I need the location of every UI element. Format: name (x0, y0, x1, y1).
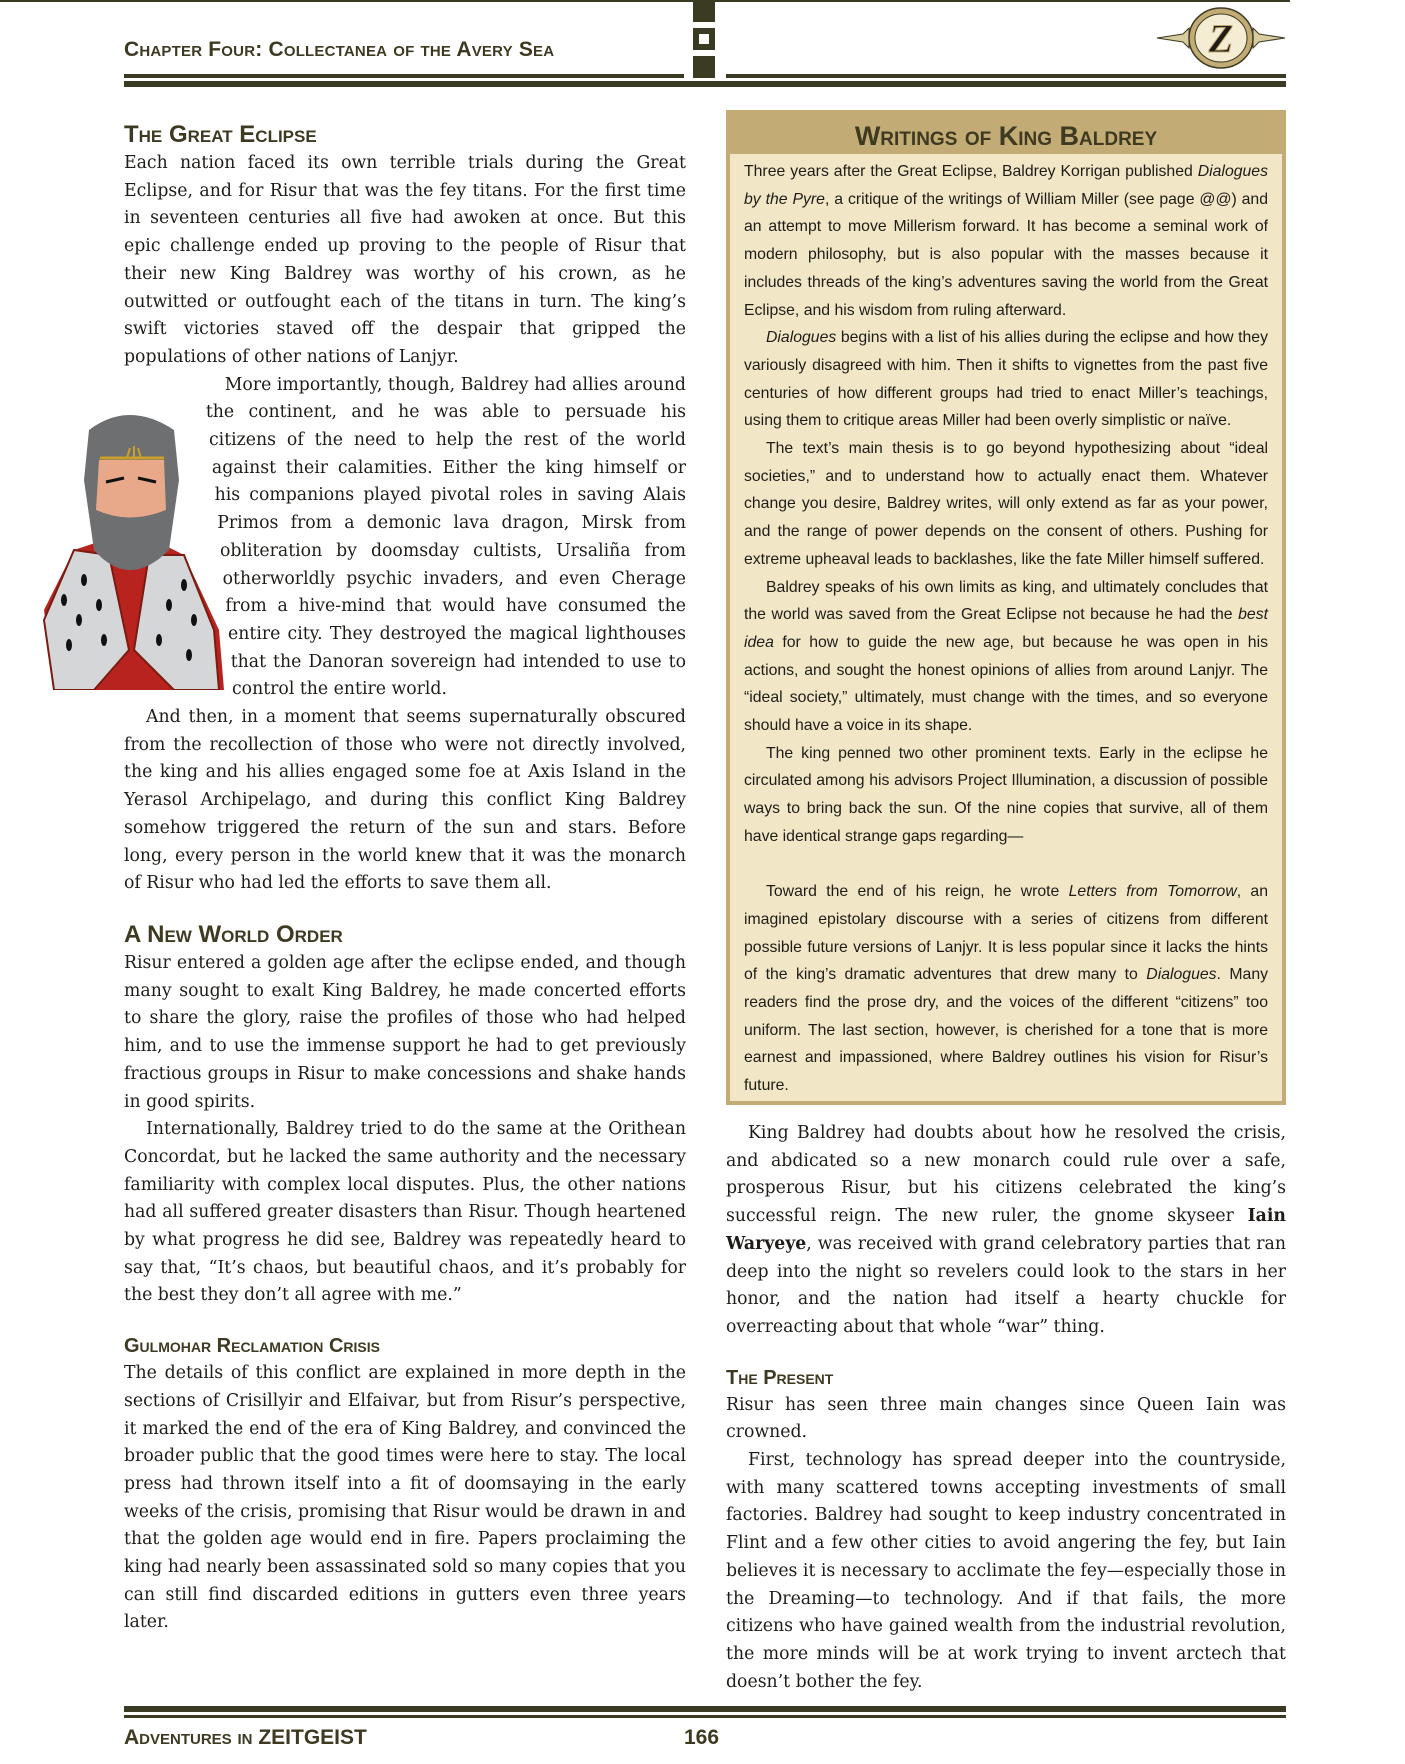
paragraph: Each nation faced its own terrible trials during the Great Eclipse, and for Risur that was the fey titans. For the first time in seventeen centuries all five had awoken at once. But this epic challenge ended up proving to the people of Risur that their new King Baldrey was worthy of his crown, as he outwitted or outfought each of the titans in turn. The king’s swift victories staved off the despair that gripped the populations of other nations of Lanjyr. (124, 153, 686, 367)
paragraph: First, technology has spread deeper into the countryside, with many scattered towns accepting investments of small factories. Baldrey had sought to keep industry concentrated in Flint and a few other cities to avoid angering the fey, but Iain believes it is necessary to acclimate the fey—especially those in the Dreaming—to technology. And if that fails, the more citizens who have gained wealth from the industrial revolution, the more minds will be at work trying to invent arctech that doesn’t bother the fey. (726, 1450, 1286, 1692)
section-heading-great-eclipse: The Great Eclipse (124, 121, 317, 148)
sidebar-body (730, 154, 1282, 1100)
zeitgeist-logo-icon (1155, 6, 1287, 70)
paragraph: Internationally, Baldrey tried to do the same at the Orithean Concordat, but he lacked the same authority and the necessary familiarity with complex local disputes. Plus, the other nations had all suffered greater disasters than Risur. Though heartened by what progress he did see, Baldrey was repeatedly heard to say that, “It’s chaos, but beautiful chaos, and it’s probably for the best they don’t all agree with me.” (124, 1119, 686, 1306)
header-rule-left (124, 74, 684, 78)
sidebar-paragraph: Toward the end of his reign, he wrote Letters from Tomorrow, an imagined epistolary discourse with a series of citizens from different possible future versions of Lanjyr. It is less popular since it lacks the hints of the king’s dramatic adventures that drew many to Dialogues. Many readers find the prose dry, and the voices of the different “citizens” too uniform. The last section, however, is cherished for a tone that is more earnest and impassioned, where Baldrey outlines his vision for Risur’s future. (744, 883, 1268, 1095)
sidebar-paragraph: The king penned two other prominent texts. Early in the eclipse he circulated among his advisors Project Illumination, a discussion of possible ways to bring back the sun. Of the nine copies that survive, all of them have identical strange gaps regarding— (744, 744, 1268, 845)
right-column (726, 1120, 1286, 1696)
paragraph: Risur entered a golden age after the eclipse ended, and though many sought to exalt King Baldrey, he made concerted efforts to share the glory, raise the profiles of those who had helped him, and to use the immense support he had to get previously fractious groups in Risur to make concessions and shake hands in good spirits. (124, 952, 686, 1112)
book-title: Adventures in ZEITGEIST (124, 1726, 367, 1749)
chapter-title: Chapter Four: Collectanea of the Avery Sea (124, 38, 555, 61)
sidebar-title: Writings of King Baldrey (730, 114, 1282, 154)
header-rule-full (124, 81, 1286, 87)
header-rule-right (726, 74, 1286, 78)
paragraph: More importantly, though, Baldrey had allies around the continent, and he was able to persuade his citizens of the need to help the rest of the world against their calamities. Either the king himself or his companions played pivotal roles in saving Alais Primos from a demonic lava dragon, Mirsk from obliteration by doomsday cultists, Ursaliña from otherworldly psychic invaders, and even Cherage from a hive-mind that would have consumed the entire city. They destroyed the magical lighthouses that the Danoran sovereign had intended to use to control the entire world. (205, 374, 686, 700)
footer-rule-thick (124, 1706, 1286, 1712)
paragraph: The details of this conflict are explained in more depth in the sections of Crisillyir and Elfaivar, but from Risur’s perspective, it marked the end of the era of King Baldrey, and convinced the broader public that the good times were here to stay. The local press had thrown itself into a fit of doomsaying in the early weeks of the crisis, promising that Risur would be drawn in and that the golden age would end in fire. Papers proclaiming the king had nearly been assassinated sold so many copies that you can still find discarded editions in gutters even three years later. (124, 1363, 686, 1633)
sidebar-writings-of-king-baldrey (726, 110, 1286, 1105)
king-baldrey-portrait-icon (34, 390, 224, 690)
paragraph: King Baldrey had doubts about how he resolved the crisis, and abdicated so a new monarch could rule over a safe, prosperous Risur, but his citizens celebrated the king’s successful reign. The new ruler, the gnome skyseer Iain Waryeye, was received with grand celebratory parties that ran deep into the night so revelers could look to the stars in her honor, and the nation had itself a hearty chuckle for overreacting about that whole “war” thing. (726, 1123, 1286, 1337)
page-number: 166 (684, 1726, 720, 1749)
sidebar-paragraph: Three years after the Great Eclipse, Baldrey Korrigan published Dialogues by the Pyre, a critique of the writings of William Miller (see page @@) and an attempt to move Millerism forward. It has become a seminal work of modern philosophy, but is also popular with the masses because it includes threads of the king’s adventures saving the world from the Great Eclipse, and his wisdom from ruling afterward. (744, 163, 1268, 319)
sidebar-paragraph: The text’s main thesis is to go beyond hypothesizing about “ideal societies,” and to understand how to actually enact them. Whatever change you desire, Baldrey writes, will only extend as far as your power, and the range of power depends on the consent of others. Pushing for extreme upheaval leads to backlashes, like the fate Miller himself suffered. (744, 440, 1268, 568)
footer-rule-thin (124, 1715, 1286, 1718)
sidebar-paragraph: Baldrey speaks of his own limits as king, and ultimately concludes that the world was saved from the Great Eclipse not because he had the best idea for how to guide the new age, but because he was open in his actions, and sought the honest opinions of allies from around Lanjyr. The “ideal society,” ultimately, must change with the times, and so everyone should have a voice in its shape. (744, 578, 1268, 735)
section-heading-new-world-order: A New World Order (124, 920, 343, 948)
header-divider-ornament (693, 0, 715, 78)
subsection-heading-gulmohar: Gulmohar Reclamation Crisis (124, 1335, 380, 1358)
top-border-line (0, 0, 1290, 2)
sidebar-paragraph: Dialogues begins with a list of his allies during the eclipse and how they variously disagreed with him. Then it shifts to vignettes from the past five centuries of how different groups had tried to enact Miller’s teachings, using them to critique areas Miller had been overly simplistic or naïve. (744, 329, 1268, 430)
paragraph: Risur has seen three main changes since Queen Iain was crowned. (726, 1394, 1286, 1443)
paragraph: And then, in a moment that seems supernaturally obscured from the recollection of those who were not directly involved, the king and his allies engaged some foe at Axis Island in the Yerasol Archipelago, and during this conflict King Baldrey somehow triggered the return of the sun and stars. Before long, every person in the world knew that it was the monarch of Risur who had led the efforts to save them all. (124, 707, 686, 894)
svg-text:Z: Z (1208, 16, 1234, 61)
subsection-heading-the-present: The Present (726, 1366, 834, 1389)
left-column (124, 120, 686, 1637)
